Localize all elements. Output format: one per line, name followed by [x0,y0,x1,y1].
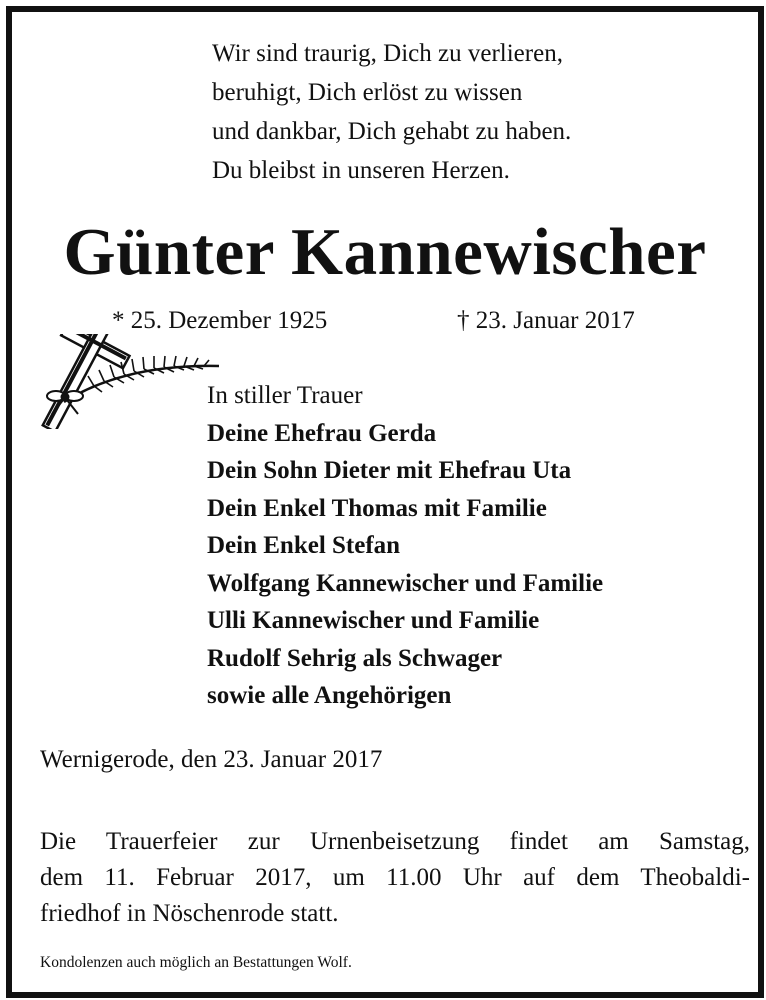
obituary-notice [6,6,764,998]
deceased-name: Günter Kannewischer [63,215,707,289]
mourners-list [207,377,603,715]
mourner-name: Deine Ehefrau Gerda [207,419,437,447]
poem-line: beruhigt, Dich erlöst zu wissen [212,79,523,106]
poem-line: und dankbar, Dich gehabt zu haben. [212,118,572,145]
place-and-date: Wernigerode, den 23. Januar 2017 [40,746,383,773]
poem-line: Wir sind traurig, Dich zu verlieren, [212,40,563,67]
mourner-name: Wolfgang Kannewischer und Familie [207,569,604,597]
mourner-name: Rudolf Sehrig als Schwager [207,644,503,672]
memorial-poem [212,34,571,190]
mourner-name: Dein Sohn Dieter mit Ehefrau Uta [207,457,572,484]
ceremony-line: dem 11. Februar 2017, um 11.00 Uhr auf dem Theobaldi- [40,864,750,891]
ceremony-line: Die Trauerfeier zur Urnenbeisetzung findet am Samstag, [40,828,750,855]
birth-date: * 25. Dezember 1925 [112,307,328,334]
mourner-name: Ulli Kannewischer und Familie [207,607,540,634]
death-date: † 23. Januar 2017 [457,307,635,334]
cross-with-palm-icon [34,334,234,429]
poem-line: Du bleibst in unseren Herzen. [212,157,510,184]
mourner-name: Dein Enkel Stefan [207,532,401,559]
mourner-name: sowie alle Angehörigen [207,682,452,709]
condolences-note: Kondolenzen auch möglich an Bestattungen Wolf. [40,954,352,971]
mourners-intro: In stiller Trauer [207,382,363,409]
ceremony-info [40,824,750,932]
mourner-name: Dein Enkel Thomas mit Familie [207,494,547,522]
ceremony-line: friedhof in Nöschenrode statt. [40,900,339,927]
